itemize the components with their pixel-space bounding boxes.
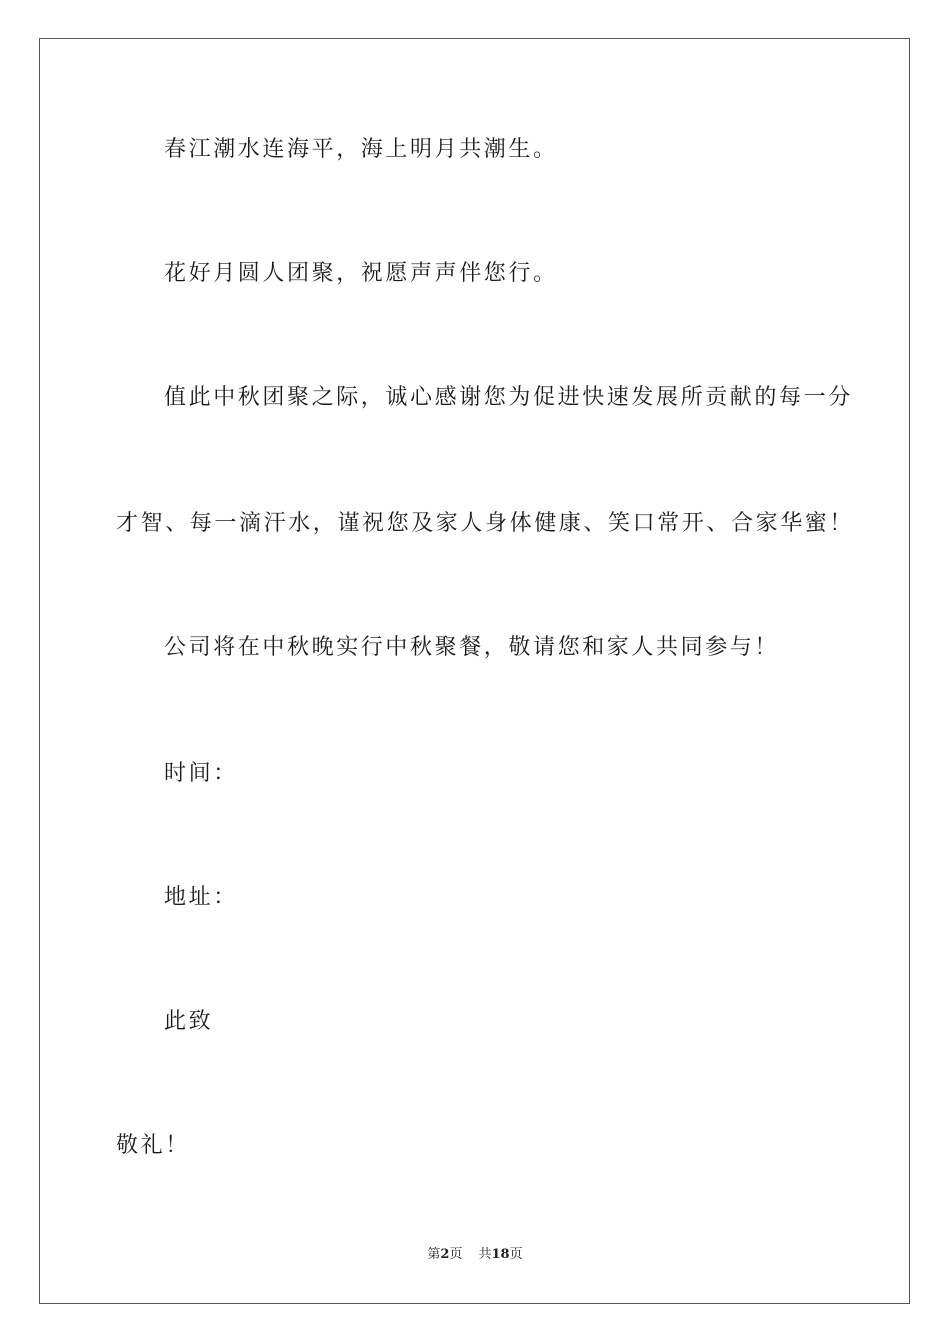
total-suffix: 页 <box>509 1247 523 1262</box>
time-label: 时间： <box>164 761 238 786</box>
paragraph-line-2: 花好月圆人团聚，祝愿声声伴您行。 <box>164 261 558 286</box>
total-pages: 18 <box>491 1247 510 1262</box>
paragraph-line-3: 值此中秋团聚之际，诚心感谢您为促进快速发展所贡献的每一分 <box>164 385 853 410</box>
closing-regards: 敬礼！ <box>116 1133 190 1158</box>
address-label: 地址： <box>164 885 238 910</box>
total-prefix: 共 <box>478 1247 492 1262</box>
page-suffix: 页 <box>449 1247 463 1262</box>
paragraph-line-5: 公司将在中秋晚实行中秋聚餐，敬请您和家人共同参与！ <box>164 635 780 660</box>
paragraph-line-1: 春江潮水连海平，海上明月共潮生。 <box>164 137 558 162</box>
closing-salutation: 此致 <box>164 1009 214 1034</box>
page-footer <box>0 1245 950 1265</box>
page-border <box>39 38 910 1304</box>
page-prefix: 第 <box>427 1247 441 1262</box>
page-number: 2 <box>440 1247 450 1262</box>
paragraph-line-4: 才智、每一滴汗水，谨祝您及家人身体健康、笑口常开、合家华蜜！ <box>116 511 855 536</box>
